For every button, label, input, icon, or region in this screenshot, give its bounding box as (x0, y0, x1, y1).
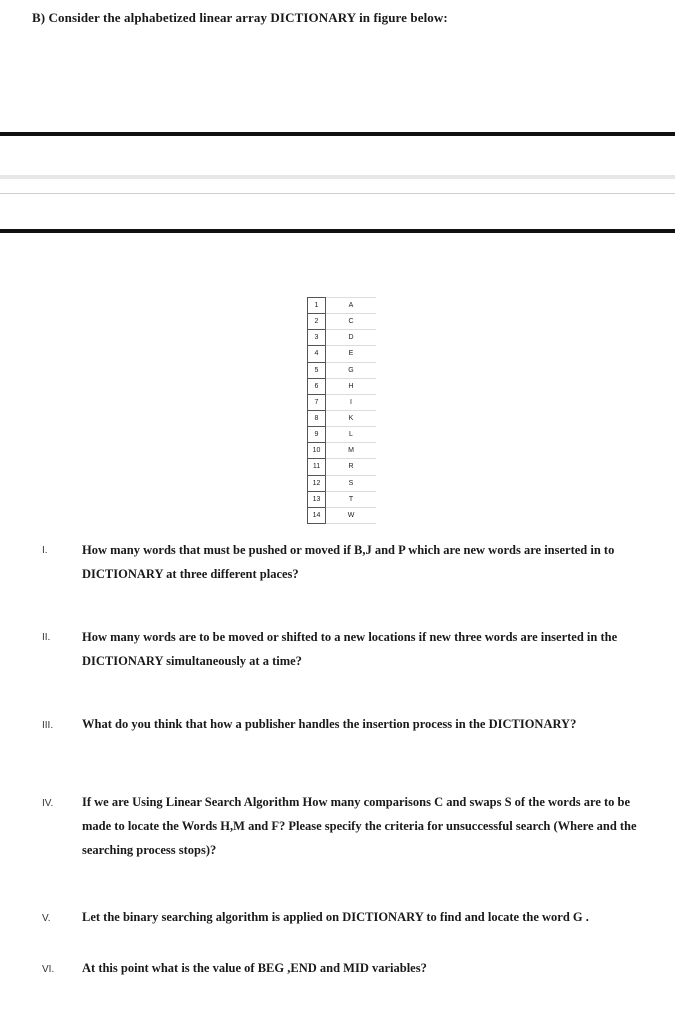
question-numeral: IV. (42, 798, 54, 809)
word-cell: G (326, 362, 377, 378)
question-text: If we are Using Linear Search Algorithm How many comparisons C and swaps S of the words are to be made to locate the Words H,M and F? Please specify the criteria for unsuccessful search (Where and the searching process stops)? (82, 795, 637, 857)
table-row (308, 427, 377, 443)
question-numeral: V. (42, 913, 51, 924)
index-cell: 8 (308, 410, 326, 426)
word-cell: D (326, 330, 377, 346)
word-cell: L (326, 427, 377, 443)
index-cell: 5 (308, 362, 326, 378)
index-cell: 14 (308, 507, 326, 523)
word-cell: H (326, 378, 377, 394)
table-row (308, 330, 377, 346)
word-cell: E (326, 346, 377, 362)
table-row (308, 298, 377, 314)
word-cell: I (326, 394, 377, 410)
index-cell: 10 (308, 443, 326, 459)
index-cell: 4 (308, 346, 326, 362)
word-cell: C (326, 314, 377, 330)
question-numeral: VI. (42, 964, 55, 975)
word-cell: A (326, 298, 377, 314)
table-row (308, 491, 377, 507)
question-text: At this point what is the value of BEG ,END and MID variables? (82, 961, 427, 975)
table-row (308, 362, 377, 378)
index-cell: 7 (308, 394, 326, 410)
question-numeral: I. (42, 545, 48, 556)
table-row (308, 443, 377, 459)
index-cell: 9 (308, 427, 326, 443)
divider-bottom (0, 229, 675, 233)
question-numeral: III. (42, 720, 54, 731)
table-row (308, 346, 377, 362)
word-cell: M (326, 443, 377, 459)
table-row (308, 378, 377, 394)
word-cell: W (326, 507, 377, 523)
question-text: How many words are to be moved or shifted to a new locations if new three words are inserted in the DICTIONARY simultaneously at a time? (82, 630, 618, 668)
table-row (308, 507, 377, 523)
question-text: Let the binary searching algorithm is applied on DICTIONARY to find and locate the word G . (82, 910, 589, 924)
question-text: What do you think that how a publisher handles the insertion process in the DICTIONARY? (82, 717, 577, 731)
index-cell: 11 (308, 459, 326, 475)
index-cell: 12 (308, 475, 326, 491)
word-cell: K (326, 410, 377, 426)
question-text: How many words that must be pushed or moved if B,J and P which are new words are inserted in to DICTIONARY at three different places? (82, 543, 615, 581)
divider-faint (0, 193, 675, 194)
table-row (308, 314, 377, 330)
question-numeral: II. (42, 632, 51, 643)
index-cell: 6 (308, 378, 326, 394)
word-cell: R (326, 459, 377, 475)
word-cell: S (326, 475, 377, 491)
index-cell: 1 (308, 298, 326, 314)
divider-top (0, 132, 675, 136)
table-row (308, 394, 377, 410)
table-row (308, 459, 377, 475)
divider-soft (0, 175, 675, 179)
index-cell: 2 (308, 314, 326, 330)
section-heading: B) Consider the alphabetized linear array DICTIONARY in figure below: (32, 10, 448, 25)
table-row (308, 410, 377, 426)
word-cell: T (326, 491, 377, 507)
dictionary-table (307, 297, 376, 524)
table-row (308, 475, 377, 491)
index-cell: 13 (308, 491, 326, 507)
index-cell: 3 (308, 330, 326, 346)
